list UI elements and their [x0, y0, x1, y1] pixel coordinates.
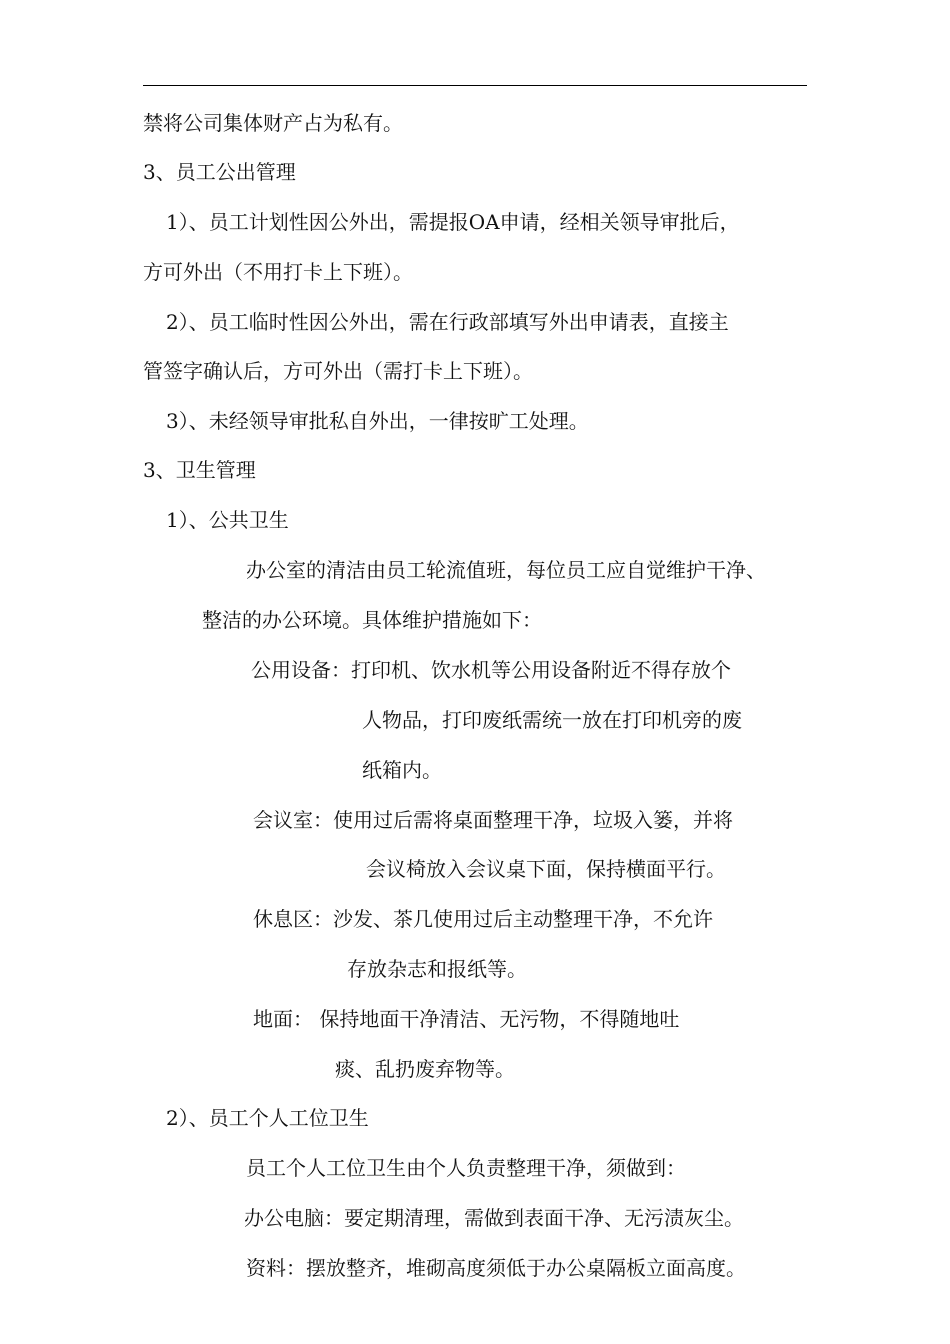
measure-item-continuation: 痰、乱扔废弃物等。	[335, 1057, 515, 1081]
measure-item: 办公电脑：要定期清理，需做到表面干净、无污渍灰尘。	[244, 1206, 744, 1230]
measure-item-continuation: 存放杂志和报纸等。	[347, 957, 527, 981]
subsection-heading: 2）、员工个人工位卫生	[166, 1106, 369, 1130]
body-text-line: 办公室的清洁由员工轮流值班，每位员工应自觉维护干净、	[246, 558, 766, 582]
body-text-line: 员工个人工位卫生由个人负责整理干净，须做到：	[246, 1156, 686, 1180]
measure-item: 地面： 保持地面干净清洁、无污物，不得随地吐	[253, 1007, 680, 1031]
section-heading: 3、员工公出管理	[143, 160, 296, 184]
body-text-line: 方可外出（不用打卡上下班）。	[143, 260, 413, 284]
list-item: 2）、员工临时性因公外出，需在行政部填写外出申请表，直接主	[166, 310, 729, 334]
body-text-line: 整洁的办公环境。具体维护措施如下：	[202, 608, 542, 632]
measure-item-continuation: 人物品，打印废纸需统一放在打印机旁的废	[362, 708, 742, 732]
section-heading: 3、卫生管理	[143, 458, 256, 482]
body-text-line: 管签字确认后，方可外出（需打卡上下班）。	[143, 359, 533, 383]
list-item: 3）、未经领导审批私自外出，一律按旷工处理。	[166, 409, 589, 433]
header-rule	[143, 85, 807, 86]
subsection-heading: 1）、公共卫生	[166, 508, 289, 532]
measure-item-continuation: 会议椅放入会议桌下面，保持横面平行。	[366, 857, 726, 881]
measure-item: 资料：摆放整齐，堆砌高度须低于办公桌隔板立面高度。	[246, 1256, 746, 1280]
measure-item: 休息区：沙发、茶几使用过后主动整理干净，不允许	[253, 907, 713, 931]
body-text-line: 禁将公司集体财产占为私有。	[143, 111, 403, 135]
measure-item: 公用设备：打印机、饮水机等公用设备附近不得存放个	[251, 658, 731, 682]
measure-item: 会议室：使用过后需将桌面整理干净，垃圾入篓，并将	[253, 808, 733, 832]
list-item: 1）、员工计划性因公外出，需提报OA申请，经相关领导审批后，	[166, 210, 740, 234]
measure-item-continuation: 纸箱内。	[362, 758, 442, 782]
